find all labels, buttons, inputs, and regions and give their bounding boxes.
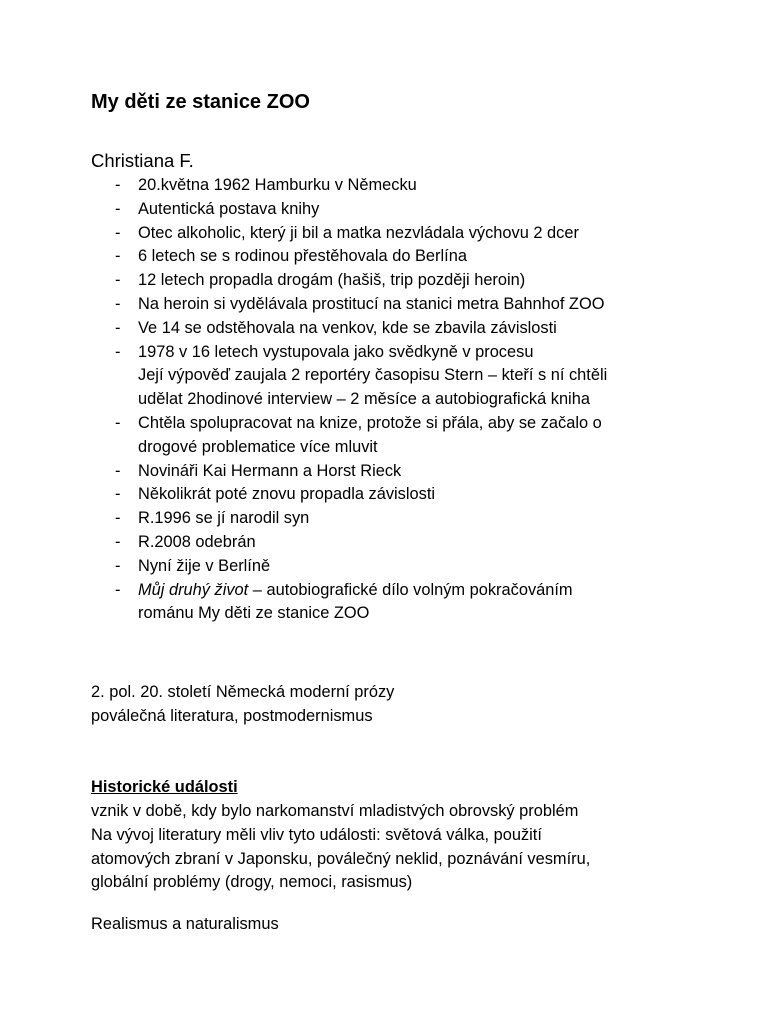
list-bullet: - [115,176,121,194]
paragraph-line: globální problémy (drogy, nemoci, rasismus) [91,873,413,892]
list-item-text: Na heroin si vydělávala prostitucí na stanici metra Bahnhof ZOO [138,294,605,313]
list-item [91,579,691,627]
list-item [91,531,691,555]
book-description: – autobiografické dílo volným pokračováním [248,580,573,599]
list-item [91,555,691,579]
list-item-text: udělat 2hodinové interview – 2 měsíce a autobiografická kniha [138,390,590,409]
list-item [91,198,691,222]
list-item [91,341,691,412]
list-item [91,317,691,341]
literary-period [91,681,394,729]
list-item-text [138,579,691,603]
list-bullet: - [115,509,121,528]
genre-line: Realismus a naturalismus [91,915,279,933]
list-bullet: - [115,556,121,575]
author-heading: Christiana F. [91,150,194,171]
list-item [91,460,691,484]
paragraph-line: vznik v době, kdy bylo narkomanství mladistvých obrovský problém [91,802,579,820]
list-item-text: R.1996 se jí narodil syn [138,509,310,528]
list-item-text: Ve 14 se odstěhovala na venkov, kde se zbavila závislosti [138,318,557,337]
list-item-text: 12 letech propadla drogám (hašiš, trip později heroin) [138,271,526,290]
list-bullet: - [115,294,121,313]
list-bullet: - [115,271,121,290]
biography-list [91,174,691,626]
list-item-text: 20.května 1962 Hamburku v Německu [138,176,417,194]
paragraph-line: 2. pol. 20. století Německá moderní prózy [91,683,395,701]
list-item [91,245,691,269]
list-bullet: - [115,485,121,504]
list-item-text: Autentická postava knihy [138,199,320,218]
list-item [91,174,691,198]
list-item-text: 1978 v 16 letech vystupovala jako svědkyně v procesu [138,342,534,361]
list-item [91,293,691,317]
list-bullet: - [115,461,121,480]
list-item [91,222,691,246]
document-title: My děti ze stanice ZOO [91,91,310,113]
history-paragraph [91,800,590,895]
list-bullet: - [115,413,121,432]
list-bullet: - [115,342,121,361]
list-item-text: 6 letech se s rodinou přestěhovala do Berlína [138,247,467,266]
list-item-text: Několikrát poté znovu propadla závislosti [138,485,436,504]
list-item-text: románu My děti ze stanice ZOO [138,604,370,623]
book-title: Můj druhý život [138,580,249,599]
list-item-text: R.2008 odebrán [138,532,256,551]
list-item-text: Její výpověď zaujala 2 reportéry časopisu Stern – kteří s ní chtěli [138,366,608,385]
paragraph-line: poválečná literatura, postmodernismus [91,706,373,725]
list-bullet: - [115,199,121,218]
list-bullet: - [115,532,121,551]
list-item-text: Nyní žije v Berlíně [138,556,271,575]
list-item-text: Otec alkoholic, který ji bil a matka nezvládala výchovu 2 dcer [138,223,579,242]
list-item [91,507,691,531]
list-bullet: - [115,223,121,242]
list-item [91,483,691,507]
history-heading: Historické události [91,778,238,796]
list-item-text: drogové problematice více mluvit [138,437,378,456]
list-bullet: - [115,247,121,266]
list-item-text: Novináři Kai Hermann a Horst Rieck [138,461,402,480]
list-item [91,412,691,460]
paragraph-line: Na vývoj literatury měli vliv tyto události: světová válka, použití [91,825,542,844]
list-item-text: Chtěla spolupracovat na knize, protože si přála, aby se začalo o [138,413,602,432]
list-bullet: - [115,318,121,337]
list-bullet: - [115,580,121,599]
list-item [91,269,691,293]
paragraph-line: atomových zbraní v Japonsku, poválečný neklid, poznávání vesmíru, [91,849,591,868]
